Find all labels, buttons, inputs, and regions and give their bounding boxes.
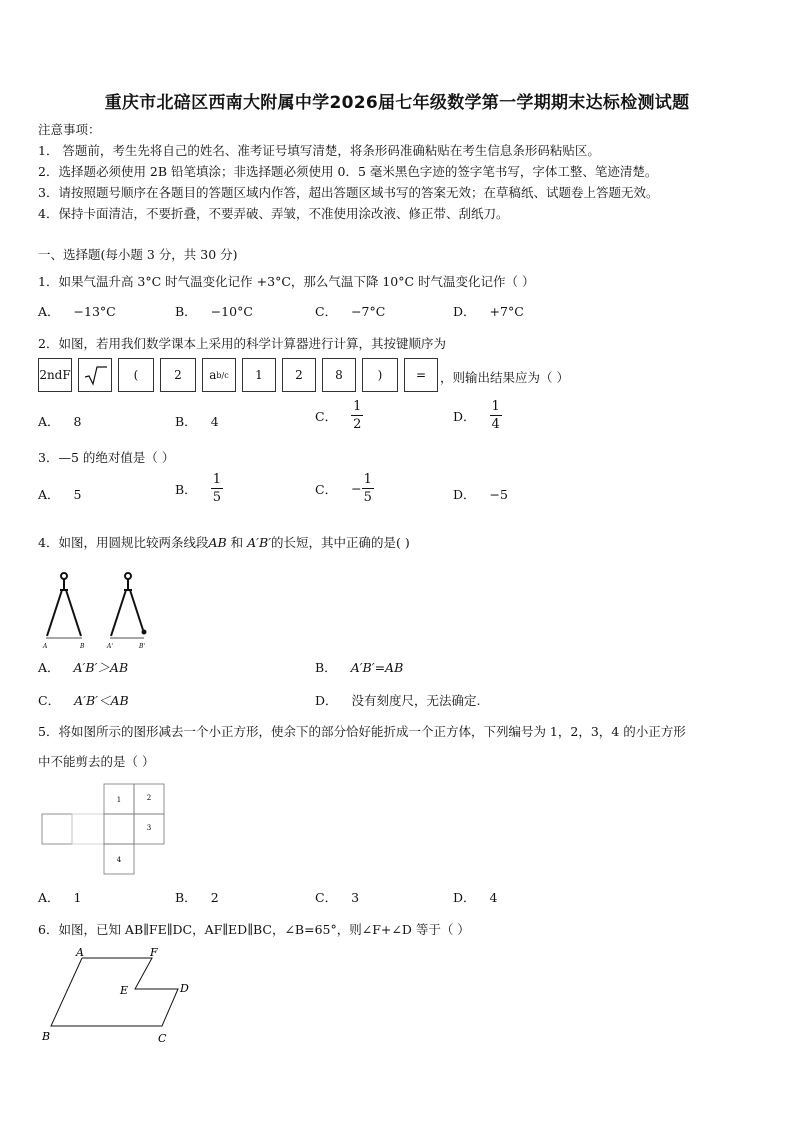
cube-net-figure — [40, 782, 170, 877]
net-number-4: 4 — [116, 856, 122, 864]
label-a: A — [76, 946, 84, 959]
q3-option-a[interactable]: A． 5 — [38, 486, 82, 502]
fraction: $\frac{1}{2}$ — [353, 399, 362, 432]
q2-option-a[interactable]: A． 8 — [38, 413, 82, 429]
label-f: F — [150, 946, 158, 959]
label-a-prime: A' — [107, 643, 113, 650]
q4-stem: 4．如图，用圆规比较两条线段AB 和 A′B′的长短，其中正确的是( ) — [38, 535, 410, 550]
key-fraction: a b/c — [202, 358, 236, 392]
compass-figure — [38, 570, 158, 650]
q5-option-c[interactable]: C． 3 — [315, 889, 360, 905]
key-8: 8 — [322, 358, 356, 392]
q3-stem: 3．—5 的绝对值是（ ） — [38, 450, 175, 465]
section-heading: 一、选择题(每小题 3 分，共 30 分) — [38, 247, 238, 262]
fraction: $\frac{1}{4}$ — [491, 399, 500, 432]
parallelogram-figure — [38, 942, 208, 1052]
net-number-1: 1 — [116, 796, 122, 804]
q2-option-c[interactable]: C． $\frac{1}{2}$ — [315, 399, 362, 432]
label-b-prime: B' — [139, 643, 146, 650]
q5-stem-line1: 5．将如图所示的图形减去一个小正方形，使余下的部分恰好能折成一个正方体，下列编号为 1，2，3，4 的小正方形 — [38, 724, 686, 739]
net-number-2: 2 — [146, 794, 152, 802]
notice-item-3: 3．请按照题号顺序在各题目的答题区域内作答，超出答题区域书写的答案无效；在草稿纸、试题卷上答题无效。 — [38, 185, 659, 200]
key-open-paren: ( — [118, 358, 154, 392]
notice-item-1: 1． 答题前，考生先将自己的姓名、准考证号填写清楚，将条形码准确粘贴在考生信息条形码粘贴区。 — [38, 143, 600, 158]
notice-item-2: 2．选择题必须使用 2B 铅笔填涂；非选择题必须使用 0．5 毫米黑色字迹的签字笔书写，字体工整、笔迹清楚。 — [38, 164, 658, 179]
label-b: B — [80, 643, 85, 650]
net-number-3: 3 — [146, 824, 152, 832]
q3-option-c[interactable]: C． − $\frac{1}{5}$ — [315, 472, 372, 505]
page-title: 重庆市北碚区西南大附属中学2026届七年级数学第一学期期末达标检测试题 — [104, 93, 690, 113]
q1-stem: 1．如果气温升高 3°C 时气温变化记作 +3°C，那么气温下降 10°C 时气温变化记作（ ） — [38, 274, 535, 289]
fraction: $\frac{1}{5}$ — [212, 472, 221, 505]
label-c: C — [158, 1032, 167, 1045]
q1-option-d[interactable]: D． +7°C — [453, 303, 524, 319]
q5-option-a[interactable]: A． 1 — [38, 889, 82, 905]
q2-option-b[interactable]: B． 4 — [175, 413, 219, 429]
q5-option-b[interactable]: B． 2 — [175, 889, 219, 905]
q6-stem: 6．如图，已知 AB∥FE∥DC，AF∥ED∥BC，∠B=65°，则∠F+∠D 等于（ ） — [38, 922, 470, 937]
q4-option-d[interactable]: D． 没有刻度尺，无法确定. — [315, 693, 481, 708]
label-a: A — [43, 643, 48, 650]
q2-stem-tail: ，则输出结果应为（ ） — [440, 370, 569, 385]
q5-option-d[interactable]: D． 4 — [453, 889, 498, 905]
notice-heading: 注意事项： — [38, 122, 101, 137]
q1-option-b[interactable]: B． −10°C — [175, 303, 253, 319]
q5-stem-line2: 中不能剪去的是（ ） — [38, 754, 155, 769]
key-equals: = — [404, 358, 438, 392]
label-d: D — [180, 982, 189, 995]
q1-option-a[interactable]: A． −13°C — [38, 303, 116, 319]
q4-option-a[interactable]: A． A′B′＞AB — [38, 660, 129, 675]
key-2ndf: 2ndF — [38, 358, 72, 392]
sqrt-icon — [82, 364, 108, 386]
q2-option-d[interactable]: D． $\frac{1}{4}$ — [453, 399, 500, 432]
fraction: $\frac{1}{5}$ — [363, 472, 372, 505]
key-1: 1 — [242, 358, 276, 392]
q2-stem: 2．如图，若用我们数学课本上采用的科学计算器进行计算，其按键顺序为 — [38, 336, 446, 351]
q4-option-b[interactable]: B． A′B′=AB — [315, 659, 404, 675]
q1-option-c[interactable]: C． −7°C — [315, 303, 386, 319]
key-close-paren: ) — [362, 358, 398, 392]
key-2: 2 — [160, 358, 196, 392]
key-2b: 2 — [282, 358, 316, 392]
key-sqrt — [78, 358, 112, 392]
q4-option-c[interactable]: C． A′B′＜AB — [38, 693, 129, 708]
label-e: E — [120, 984, 129, 997]
label-b: B — [42, 1030, 51, 1043]
notice-item-4: 4．保持卡面清洁，不要折叠，不要弄破、弄皱，不准使用涂改液、修正带、刮纸刀。 — [38, 206, 509, 221]
q3-option-b[interactable]: B． $\frac{1}{5}$ — [175, 472, 221, 505]
q3-option-d[interactable]: D． −5 — [453, 486, 508, 502]
